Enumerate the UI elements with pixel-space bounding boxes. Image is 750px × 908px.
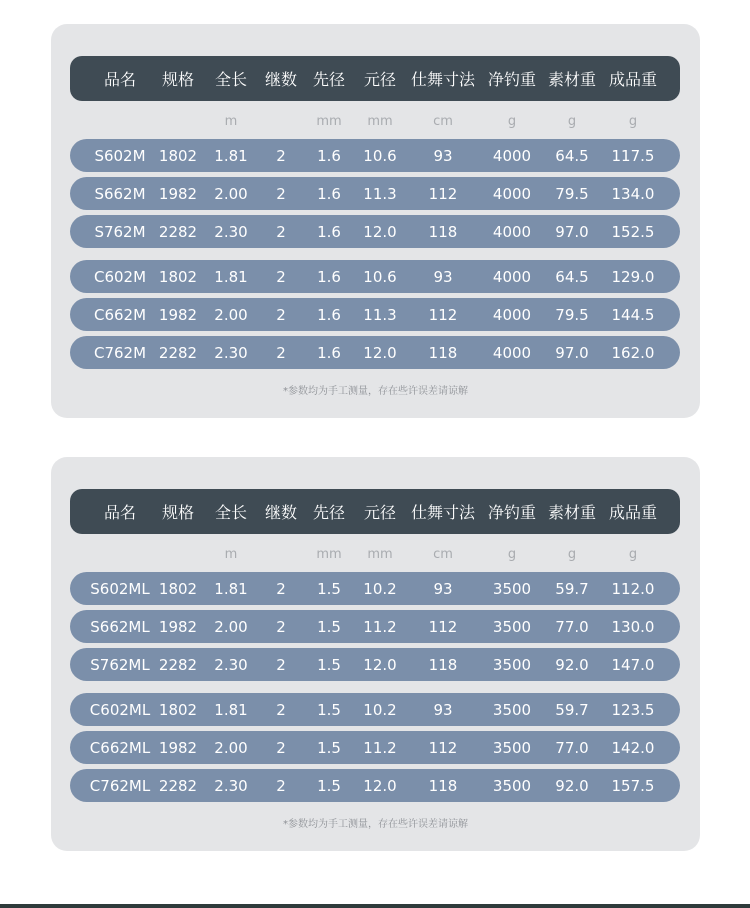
- unit-cell: m: [224, 546, 238, 562]
- tip-diameter-cell: 1.5: [317, 579, 341, 598]
- header-cell: 仕舞寸法: [410, 503, 475, 522]
- header-cell: 元径: [363, 70, 396, 89]
- lift-weight-cell: 4000: [492, 267, 532, 286]
- model-cell: C662M: [93, 305, 147, 324]
- length-cell: 2.00: [214, 738, 248, 757]
- measurement-note: *参数均为手工测量，存在些许误差请谅解: [283, 819, 468, 830]
- blank-weight-cell: 79.5: [555, 184, 589, 203]
- table-row: [70, 572, 680, 605]
- length-cell: 1.81: [214, 700, 248, 719]
- spec-cell: 1802: [158, 146, 198, 165]
- finished-weight-cell: 152.5: [611, 222, 655, 241]
- lift-weight-cell: 4000: [492, 184, 532, 203]
- blank-weight-cell: 59.7: [555, 579, 589, 598]
- unit-cell: [152, 543, 204, 565]
- model-cell: S762ML: [90, 655, 150, 674]
- header-cell: 先径: [312, 70, 345, 89]
- closed-length-cell: 93: [433, 146, 453, 165]
- sections-cell: 2: [276, 146, 286, 165]
- sections-cell: 2: [276, 222, 286, 241]
- unit-cell: m: [224, 113, 238, 129]
- lift-weight-cell: 4000: [492, 222, 532, 241]
- table-row: [70, 610, 680, 643]
- header-cell: 规格: [161, 70, 194, 89]
- model-cell: C762ML: [89, 776, 151, 795]
- header-cell: 继数: [264, 70, 297, 89]
- lift-weight-cell: 3500: [492, 579, 532, 598]
- unit-cell: g: [567, 113, 577, 129]
- header-cell: 素材重: [547, 70, 596, 89]
- model-cell: C602ML: [89, 700, 151, 719]
- table-row: [70, 648, 680, 681]
- header-cell: 仕舞寸法: [410, 70, 475, 89]
- finished-weight-cell: 157.5: [611, 776, 655, 795]
- length-cell: 1.81: [214, 267, 248, 286]
- unit-cell: [88, 543, 152, 565]
- lift-weight-cell: 3500: [492, 655, 532, 674]
- units-row: [70, 543, 680, 565]
- header-cell: 成品重: [608, 503, 657, 522]
- finished-weight-cell: 130.0: [611, 617, 655, 636]
- unit-cell: mm: [316, 113, 342, 129]
- unit-cell: [258, 110, 304, 132]
- length-cell: 2.00: [214, 305, 248, 324]
- blank-weight-cell: 64.5: [555, 146, 589, 165]
- spec-cell: 1982: [158, 617, 198, 636]
- table-row: [70, 298, 680, 331]
- length-cell: 2.30: [214, 222, 248, 241]
- lift-weight-cell: 3500: [492, 738, 532, 757]
- butt-diameter-cell: 11.2: [363, 617, 397, 636]
- spec-cell: 2282: [158, 343, 198, 362]
- unit-cell: g: [628, 113, 638, 129]
- table-row: [70, 336, 680, 369]
- finished-weight-cell: 129.0: [611, 267, 655, 286]
- header-cell: 全长: [214, 70, 247, 89]
- unit-cell: mm: [367, 113, 393, 129]
- lift-weight-cell: 4000: [492, 305, 532, 324]
- sections-cell: 2: [276, 343, 286, 362]
- spec-card-ml: [51, 457, 700, 851]
- closed-length-cell: 93: [433, 267, 453, 286]
- closed-length-cell: 112: [428, 617, 458, 636]
- blank-weight-cell: 97.0: [555, 343, 589, 362]
- tip-diameter-cell: 1.5: [317, 738, 341, 757]
- unit-cell: mm: [316, 546, 342, 562]
- tip-diameter-cell: 1.5: [317, 776, 341, 795]
- table-row: [70, 769, 680, 802]
- blank-weight-cell: 97.0: [555, 222, 589, 241]
- closed-length-cell: 118: [428, 222, 458, 241]
- closed-length-cell: 118: [428, 343, 458, 362]
- finished-weight-cell: 142.0: [611, 738, 655, 757]
- butt-diameter-cell: 12.0: [363, 776, 397, 795]
- blank-weight-cell: 64.5: [555, 267, 589, 286]
- sections-cell: 2: [276, 617, 286, 636]
- header-cell: 素材重: [547, 503, 596, 522]
- header-cell: 元径: [363, 503, 396, 522]
- finished-weight-cell: 117.5: [611, 146, 655, 165]
- closed-length-cell: 118: [428, 776, 458, 795]
- finished-weight-cell: 144.5: [611, 305, 655, 324]
- blank-weight-cell: 92.0: [555, 776, 589, 795]
- unit-cell: g: [567, 546, 577, 562]
- sections-cell: 2: [276, 700, 286, 719]
- sections-cell: 2: [276, 738, 286, 757]
- blank-weight-cell: 77.0: [555, 617, 589, 636]
- lift-weight-cell: 3500: [492, 617, 532, 636]
- finished-weight-cell: 162.0: [611, 343, 655, 362]
- length-cell: 2.30: [214, 655, 248, 674]
- blank-weight-cell: 79.5: [555, 305, 589, 324]
- tip-diameter-cell: 1.6: [317, 146, 341, 165]
- butt-diameter-cell: 12.0: [363, 343, 397, 362]
- spec-cell: 2282: [158, 776, 198, 795]
- model-cell: C602M: [93, 267, 147, 286]
- model-cell: C762M: [93, 343, 147, 362]
- spec-cell: 1802: [158, 700, 198, 719]
- model-cell: S662M: [94, 184, 146, 203]
- closed-length-cell: 93: [433, 579, 453, 598]
- table-row: [70, 177, 680, 210]
- tip-diameter-cell: 1.5: [317, 700, 341, 719]
- tip-diameter-cell: 1.5: [317, 655, 341, 674]
- sections-cell: 2: [276, 267, 286, 286]
- butt-diameter-cell: 10.6: [363, 146, 397, 165]
- lift-weight-cell: 3500: [492, 776, 532, 795]
- model-cell: S602M: [94, 146, 146, 165]
- header-cell: 全长: [214, 503, 247, 522]
- butt-diameter-cell: 10.6: [363, 267, 397, 286]
- tip-diameter-cell: 1.6: [317, 305, 341, 324]
- table-row: [70, 731, 680, 764]
- header-cell: 先径: [312, 503, 345, 522]
- unit-cell: [258, 543, 304, 565]
- header-cell: 净钓重: [487, 503, 536, 522]
- header-cell: 品名: [103, 70, 136, 89]
- butt-diameter-cell: 11.3: [363, 184, 397, 203]
- sections-cell: 2: [276, 776, 286, 795]
- closed-length-cell: 112: [428, 305, 458, 324]
- spec-cell: 1982: [158, 184, 198, 203]
- table-row: [70, 215, 680, 248]
- header-cell: 净钓重: [487, 70, 536, 89]
- tip-diameter-cell: 1.6: [317, 222, 341, 241]
- sections-cell: 2: [276, 655, 286, 674]
- length-cell: 1.81: [214, 146, 248, 165]
- unit-cell: mm: [367, 546, 393, 562]
- sections-cell: 2: [276, 184, 286, 203]
- length-cell: 2.00: [214, 617, 248, 636]
- table-row: [70, 260, 680, 293]
- spec-card-m: [51, 24, 700, 418]
- blank-weight-cell: 59.7: [555, 700, 589, 719]
- sections-cell: 2: [276, 579, 286, 598]
- table-header: [70, 56, 680, 101]
- sections-cell: 2: [276, 305, 286, 324]
- lift-weight-cell: 4000: [492, 146, 532, 165]
- bottom-divider: [0, 904, 750, 908]
- length-cell: 2.30: [214, 776, 248, 795]
- finished-weight-cell: 147.0: [611, 655, 655, 674]
- tip-diameter-cell: 1.6: [317, 267, 341, 286]
- closed-length-cell: 93: [433, 700, 453, 719]
- spec-cell: 2282: [158, 222, 198, 241]
- model-cell: S762M: [94, 222, 146, 241]
- butt-diameter-cell: 11.2: [363, 738, 397, 757]
- table-header: [70, 489, 680, 534]
- spec-cell: 1982: [158, 305, 198, 324]
- unit-cell: g: [628, 546, 638, 562]
- tip-diameter-cell: 1.5: [317, 617, 341, 636]
- measurement-note: *参数均为手工测量，存在些许误差请谅解: [283, 386, 468, 397]
- butt-diameter-cell: 12.0: [363, 222, 397, 241]
- tip-diameter-cell: 1.6: [317, 343, 341, 362]
- closed-length-cell: 118: [428, 655, 458, 674]
- table-row: [70, 139, 680, 172]
- closed-length-cell: 112: [428, 184, 458, 203]
- lift-weight-cell: 3500: [492, 700, 532, 719]
- unit-cell: [88, 110, 152, 132]
- spec-cell: 1982: [158, 738, 198, 757]
- header-cell: 成品重: [608, 70, 657, 89]
- blank-weight-cell: 92.0: [555, 655, 589, 674]
- header-cell: 继数: [264, 503, 297, 522]
- butt-diameter-cell: 10.2: [363, 700, 397, 719]
- table-row: [70, 693, 680, 726]
- model-cell: C662ML: [89, 738, 151, 757]
- finished-weight-cell: 123.5: [611, 700, 655, 719]
- butt-diameter-cell: 12.0: [363, 655, 397, 674]
- lift-weight-cell: 4000: [492, 343, 532, 362]
- tip-diameter-cell: 1.6: [317, 184, 341, 203]
- length-cell: 1.81: [214, 579, 248, 598]
- finished-weight-cell: 134.0: [611, 184, 655, 203]
- model-cell: S662ML: [90, 617, 150, 636]
- units-row: [70, 110, 680, 132]
- blank-weight-cell: 77.0: [555, 738, 589, 757]
- spec-cell: 1802: [158, 579, 198, 598]
- model-cell: S602ML: [90, 579, 150, 598]
- unit-cell: cm: [433, 546, 453, 562]
- unit-cell: cm: [433, 113, 453, 129]
- unit-cell: [152, 110, 204, 132]
- closed-length-cell: 112: [428, 738, 458, 757]
- butt-diameter-cell: 10.2: [363, 579, 397, 598]
- unit-cell: g: [507, 546, 517, 562]
- unit-cell: g: [507, 113, 517, 129]
- butt-diameter-cell: 11.3: [363, 305, 397, 324]
- header-cell: 规格: [161, 503, 194, 522]
- length-cell: 2.00: [214, 184, 248, 203]
- spec-cell: 2282: [158, 655, 198, 674]
- length-cell: 2.30: [214, 343, 248, 362]
- finished-weight-cell: 112.0: [611, 579, 655, 598]
- header-cell: 品名: [103, 503, 136, 522]
- spec-cell: 1802: [158, 267, 198, 286]
